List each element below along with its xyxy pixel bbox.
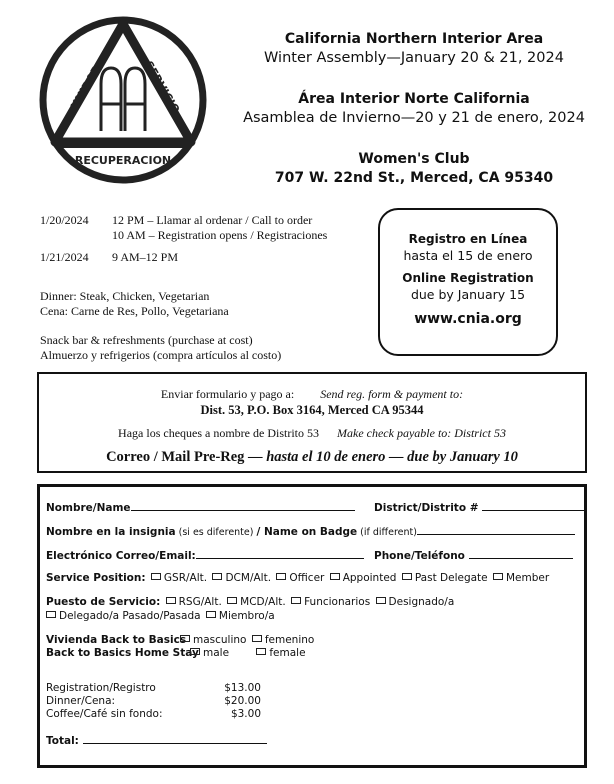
dinner-spanish: Cena: Carne de Res, Pollo, Vegetariana xyxy=(40,304,229,318)
service-position-es: Puesto de Servicio: RSG/Alt. MCD/Alt. Funcionarios Designado/a xyxy=(46,596,455,608)
mail-registration-box xyxy=(37,372,587,473)
checkbox-dcm[interactable] xyxy=(212,573,222,580)
online-title-english: Online Registration xyxy=(402,271,534,285)
online-title-spanish: Registro en Línea xyxy=(408,232,528,246)
service-position-es-cont: Delegado/a Pasado/Pasada Miembro/a xyxy=(46,610,275,622)
schedule-date: 1/20/2024 xyxy=(40,213,89,227)
checkbox-male[interactable] xyxy=(190,648,200,655)
price-value: $3.00 xyxy=(230,708,261,720)
meal-info xyxy=(40,289,229,319)
housing-es-label: Vivienda Back to Basics xyxy=(46,634,187,646)
schedule-line: 9 AM–12 PM xyxy=(112,250,179,264)
subtitle-spanish: Asamblea de Invierno—20 y 21 de enero, 2024 xyxy=(243,110,585,126)
checkbox-appointed[interactable] xyxy=(330,573,340,580)
svg-text:SERVICIO: SERVICIO xyxy=(141,58,183,116)
service-es-label: Puesto de Servicio: xyxy=(46,596,161,608)
subtitle-english: Winter Assembly—January 20 & 21, 2024 xyxy=(264,50,564,66)
name-label: Nombre/Name xyxy=(46,502,131,514)
checkbox-member[interactable] xyxy=(493,573,503,580)
send-label-spanish: Enviar formulario y pago a: xyxy=(160,387,295,401)
checkbox-rsg[interactable] xyxy=(166,597,176,604)
svg-text:RECUPERACION: RECUPERACION xyxy=(74,154,172,167)
email-field[interactable] xyxy=(196,548,364,559)
snack-info xyxy=(40,333,281,363)
price-value: $13.00 xyxy=(224,682,261,694)
checkbox-femenino[interactable] xyxy=(252,635,262,642)
checkbox-gsr[interactable] xyxy=(151,573,161,580)
district-field[interactable] xyxy=(482,500,586,511)
schedule-line: 12 PM – Llamar al ordenar / Call to order xyxy=(112,213,313,227)
svg-text:UNIDAD: UNIDAD xyxy=(68,62,104,112)
header-spanish xyxy=(214,90,614,128)
schedule-line: 10 AM – Registration opens / Registraciones xyxy=(112,228,328,242)
housing-es: Vivienda Back to Basics masculino femenino xyxy=(46,634,315,646)
send-label-english: Send reg. form & payment to: xyxy=(320,387,464,401)
venue-name: Women's Club xyxy=(358,151,470,167)
dinner-english: Dinner: Steak, Chicken, Vegetarian xyxy=(40,289,210,303)
checkbox-funcionarios[interactable] xyxy=(291,597,301,604)
checkbox-miembro[interactable] xyxy=(206,611,216,618)
schedule-day-1 xyxy=(40,213,327,243)
mail-address: Dist. 53, P.O. Box 3164, Merced CA 95344 xyxy=(200,403,424,417)
aa-triangle-circle-icon xyxy=(37,14,209,186)
online-due-english: due by January 15 xyxy=(410,287,526,302)
checkbox-past-delegate[interactable] xyxy=(402,573,412,580)
schedule-day-2 xyxy=(40,250,178,265)
price-row: Registration/Registro $13.00 xyxy=(46,682,261,694)
housing-en: Back to Basics Home Stay male female xyxy=(46,647,306,659)
badge-label-en: / Name on Badge xyxy=(256,526,358,538)
phone-field[interactable] xyxy=(469,548,573,559)
prereg-due: hasta el 10 de enero — due by January 10 xyxy=(266,449,518,465)
price-row: Dinner/Cena: $20.00 xyxy=(46,695,261,707)
registration-url-link[interactable]: www.cnia.org xyxy=(414,311,522,327)
total-field[interactable] xyxy=(83,733,267,744)
service-en-label: Service Position: xyxy=(46,572,146,584)
phone-label: Phone/Teléfono xyxy=(374,550,465,562)
prereg-label: Correo / Mail Pre-Reg — xyxy=(106,449,267,465)
online-due-spanish: hasta el 15 de enero xyxy=(403,248,533,263)
checkbox-masculino[interactable] xyxy=(180,635,190,642)
checkbox-delegado-pasado[interactable] xyxy=(46,611,56,618)
aa-logo xyxy=(37,14,209,186)
checkbox-mcd[interactable] xyxy=(227,597,237,604)
price-row: Coffee/Café sin fondo: $3.00 xyxy=(46,708,261,720)
title-spanish: Área Interior Norte California xyxy=(298,91,530,107)
registration-form: Nombre/Name District/Distrito # Nombre en la insignia (si es diferente) / Name on Badge (if different) Electrónico Correo/Email: Phone/Teléfono Service Position: GSR/Alt. DCM/Alt. Officer Appointed Past Delegate Member Puesto de Servicio: RSG/Alt. MCD/Alt. Funcionarios Designado/a Delegado/a Pasado/Pasada Miembro/a Vivienda Back to Basics masculino femenino Back to Basics Home Stay male female Registration/Registro $13.00 Dinner/Cena: $20.00 Coffee/Café sin fondo: $3.00 Total: xyxy=(37,484,587,768)
housing-en-label: Back to Basics Home Stay xyxy=(46,647,199,659)
online-registration-box xyxy=(378,208,558,356)
name-field[interactable] xyxy=(131,500,355,511)
title-english: California Northern Interior Area xyxy=(284,31,544,47)
venue-block xyxy=(214,150,614,188)
badge-label-es: Nombre en la insignia xyxy=(46,526,176,538)
check-payable-english: Make check payable to: District 53 xyxy=(337,426,506,440)
snack-spanish: Almuerzo y refrigerios (compra artículos al costo) xyxy=(40,348,282,362)
snack-english: Snack bar & refreshments (purchase at cost) xyxy=(40,333,253,347)
badge-name-field[interactable] xyxy=(417,524,575,535)
email-label: Electrónico Correo/Email: xyxy=(46,550,196,562)
check-payable-spanish: Haga los cheques a nombre de Distrito 53 xyxy=(118,426,319,440)
checkbox-officer[interactable] xyxy=(276,573,286,580)
schedule-date: 1/21/2024 xyxy=(40,250,89,264)
total-label: Total: xyxy=(46,735,79,747)
service-position-en: Service Position: GSR/Alt. DCM/Alt. Officer Appointed Past Delegate Member xyxy=(46,572,550,584)
checkbox-designado[interactable] xyxy=(376,597,386,604)
checkbox-female[interactable] xyxy=(256,648,266,655)
venue-address: 707 W. 22nd St., Merced, CA 95340 xyxy=(274,170,554,186)
header-english xyxy=(214,30,614,68)
district-label: District/Distrito # xyxy=(374,502,479,514)
price-value: $20.00 xyxy=(224,695,261,707)
